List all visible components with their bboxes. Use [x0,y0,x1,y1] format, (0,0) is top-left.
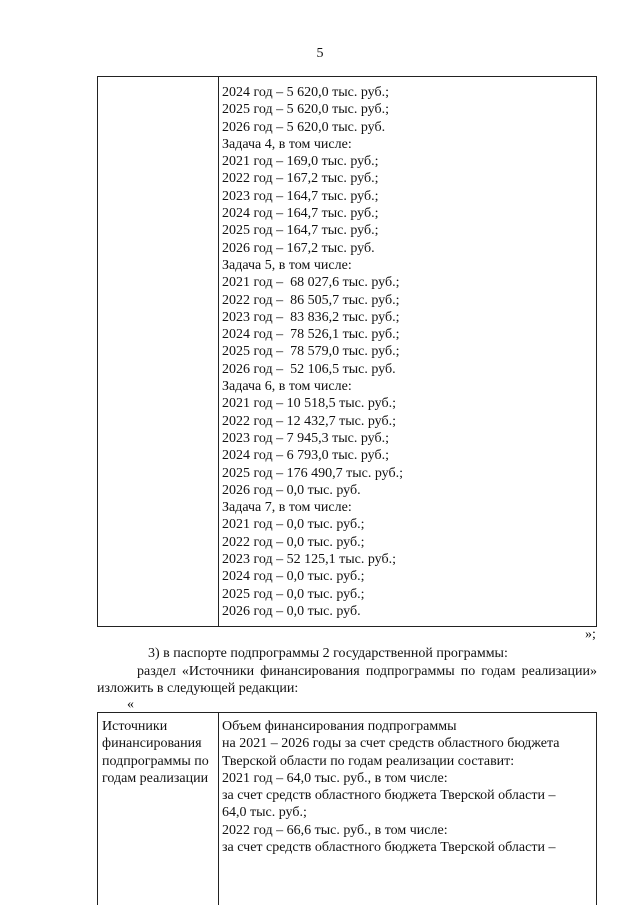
funding-line: 2026 год – 52 106,5 тыс. руб. [222,361,396,377]
column-divider [218,77,219,626]
funding-line: Задача 6, в том числе: [222,379,352,395]
funding-line: 2025 год – 164,7 тыс. руб.; [222,223,379,239]
funding-line: 2023 год – 164,7 тыс. руб.; [222,188,379,204]
funding-line: 2022 год – 86 505,7 тыс. руб.; [222,292,400,308]
funding-line: 2024 год – 6 793,0 тыс. руб.; [222,448,389,464]
funding-line: 2026 год – 5 620,0 тыс. руб. [222,119,386,135]
funding-line: 2021 год – 64,0 тыс. руб., в том числе: [222,770,448,786]
funding-line: Задача 4, в том числе: [222,136,352,152]
page-number: 5 [316,46,324,61]
funding-line: 2021 год – 10 518,5 тыс. руб.; [222,396,396,412]
funding-line: 2022 год – 167,2 тыс. руб.; [222,171,379,187]
funding-line: 2024 год – 5 620,0 тыс. руб.; [222,85,389,100]
funding-table-continued [97,76,597,627]
funding-line: за счет средств областного бюджета Тверской области – [222,788,556,804]
column-divider [218,713,219,905]
funding-line: 2024 год – 164,7 тыс. руб.; [222,206,379,222]
funding-line: 2021 год – 169,0 тыс. руб.; [222,154,379,170]
closing-quote: »; [585,627,596,642]
funding-line: Задача 5, в том числе: [222,257,352,273]
funding-line: 2023 год – 52 125,1 тыс. руб.; [222,552,396,568]
funding-line: 2025 год – 0,0 тыс. руб.; [222,586,365,602]
funding-line: Тверской области по годам реализации составит: [222,753,515,769]
funding-line: на 2021 – 2026 годы за счет средств областного бюджета [222,736,560,752]
funding-line: 64,0 тыс. руб.; [222,805,307,821]
funding-line: 2022 год – 66,6 тыс. руб., в том числе: [222,822,448,838]
label-line: финансирования [102,736,202,752]
funding-line: 2023 год – 83 836,2 тыс. руб.; [222,309,400,325]
funding-line: 2022 год – 12 432,7 тыс. руб.; [222,413,396,429]
funding-line: за счет средств областного бюджета Тверской области – [222,840,556,856]
funding-lines-cell [222,84,594,620]
funding-line: 2025 год – 5 620,0 тыс. руб.; [222,102,389,118]
funding-line: 2025 год – 78 579,0 тыс. руб.; [222,344,400,360]
paragraph-section-instruction: раздел «Источники финансирования подпрограммы по годам реализации» изложить в следующей редакции: [97,664,597,696]
funding-line: Объем финансирования подпрограммы [222,719,457,734]
opening-quote: « [127,697,134,712]
funding-line: 2026 год – 167,2 тыс. руб. [222,240,375,256]
funding-line: 2022 год – 0,0 тыс. руб.; [222,534,365,550]
funding-line: 2026 год – 0,0 тыс. руб. [222,603,361,619]
funding-line: 2021 год – 68 027,6 тыс. руб.; [222,275,400,291]
funding-line: 2023 год – 7 945,3 тыс. руб.; [222,430,389,446]
funding-line: 2024 год – 78 526,1 тыс. руб.; [222,327,400,343]
paragraph-item-3: 3) в паспорте подпрограммы 2 государственной программы: [148,646,508,661]
label-line: годам реализации [102,770,209,786]
funding-line: 2024 год – 0,0 тыс. руб.; [222,569,365,585]
funding-sources-label-cell [102,718,216,787]
funding-line: Задача 7, в том числе: [222,500,352,516]
funding-volume-cell [222,718,594,856]
funding-line: 2021 год – 0,0 тыс. руб.; [222,517,365,533]
label-line: Источники [102,719,168,734]
funding-line: 2026 год – 0,0 тыс. руб. [222,482,361,498]
subprogram-funding-table [97,712,597,905]
label-line: подпрограммы по [102,753,209,769]
funding-line: 2025 год – 176 490,7 тыс. руб.; [222,465,403,481]
